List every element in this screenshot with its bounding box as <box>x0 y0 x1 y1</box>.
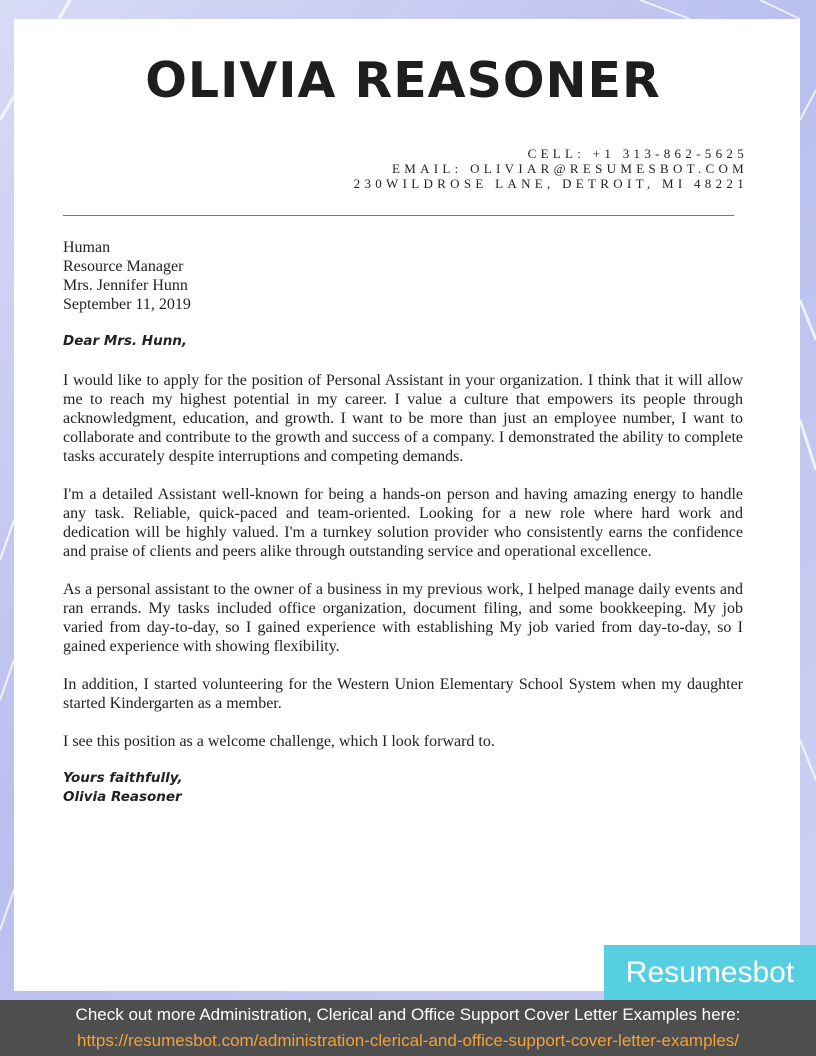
recipient-line: Resource Manager <box>63 258 184 275</box>
header-divider <box>63 215 734 216</box>
resumesbot-logo-badge[interactable]: Resumesbot <box>604 945 816 1001</box>
body-paragraph: I see this position as a welcome challenge, which I look forward to. <box>63 733 495 750</box>
recipient-line: Human <box>63 239 111 256</box>
closing-phrase: Yours faithfully, <box>63 770 183 786</box>
contact-address: 230WILDROSE LANE, DETROIT, MI 48221 <box>353 176 748 191</box>
applicant-name: OLIVIA REASONER <box>145 52 661 109</box>
salutation: Dear Mrs. Hunn, <box>63 333 188 349</box>
closing-block <box>63 769 183 807</box>
letter-date: September 11, 2019 <box>63 296 191 313</box>
body-paragraph: I would like to apply for the position of Personal Assistant in your organization. I think that it will allow me to reach my highest potential in my career. I value a culture that empowers its people through acknowledgment, education, and growth. I want to be more than just an employee number, I want to collaborate and contribute to the growth and success of a company. I demonstrated the ability to complete tasks accurately despite interruptions and competing demands. <box>63 372 743 465</box>
body-paragraph: I'm a detailed Assistant well-known for being a hands-on person and having amazing energy to handle any task. Reliable, quick-paced and team-oriented. Looking for a new role where hard work and dedication will be highly valued. I'm a turnkey solution provider who consistently earns the confidence and praise of clients and peers alike through outstanding service and operational excellence. <box>63 486 743 560</box>
letter-body <box>63 371 743 770</box>
footer-link[interactable]: https://resumesbot.com/administration-clerical-and-office-support-cover-letter-examples/ <box>77 1031 739 1050</box>
recipient-line: Mrs. Jennifer Hunn <box>63 277 188 294</box>
body-paragraph: In addition, I started volunteering for the Western Union Elementary School System when my daughter started Kindergarten as a member. <box>63 676 743 712</box>
body-paragraph: As a personal assistant to the owner of a business in my previous work, I helped manage daily events and ran errands. My tasks included office organization, document filing, and some bookkeeping. My job varied from day-to-day, so I gained experience with establishing My job varied from day-to-day, so I gained experience with showing flexibility. <box>63 581 743 655</box>
contact-email: EMAIL: OLIVIAR@RESUMESBOT.COM <box>392 161 748 176</box>
contact-block <box>354 146 748 191</box>
footer-banner <box>0 1000 816 1056</box>
contact-phone: CELL: +1 313-862-5625 <box>527 146 748 161</box>
footer-promo-text: Check out more Administration, Clerical and Office Support Cover Letter Examples here: <box>75 1005 741 1024</box>
signature-name: Olivia Reasoner <box>63 789 182 805</box>
recipient-block <box>63 238 191 314</box>
